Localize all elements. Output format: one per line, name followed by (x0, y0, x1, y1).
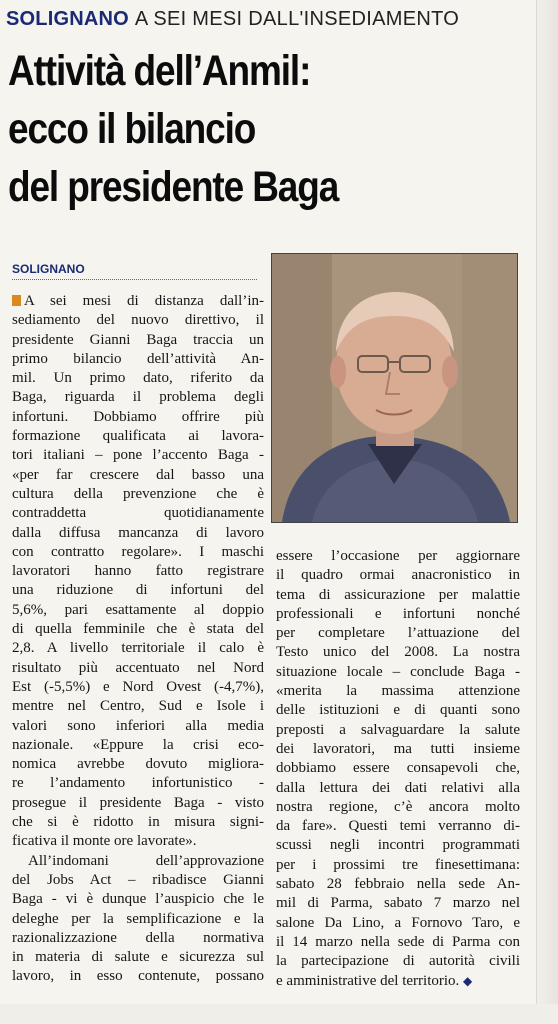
body-line: nomica avrebbe dovuto migliora- (12, 756, 264, 773)
end-of-article-icon: ◆ (463, 973, 473, 988)
body-line: «merita la massima attenzione (276, 683, 520, 700)
body-line: da fare». Questi temi verranno di- (276, 818, 520, 835)
body-line: deleghe per la semplificazione e la (12, 910, 264, 927)
body-line: nostra regione, c’è ancora molto (276, 798, 520, 815)
body-line: Baga - vi è dunque l’auspicio che le (12, 891, 264, 908)
body-line: del Jobs Act – ribadisce Gianni (12, 871, 264, 888)
body-column-right (276, 547, 520, 991)
body-line: in materia di salute e sicurezza sul (12, 949, 264, 966)
body-line: razionalizzazione della normativa (12, 929, 264, 946)
page-edge-bottom (0, 1004, 558, 1024)
headline-line-2: ecco il bilancio (8, 105, 256, 153)
body-line: il 14 marzo nella sede di Parma con (276, 933, 520, 950)
body-line-text: e amministrative del territorio. (276, 972, 460, 989)
section-rule (12, 279, 257, 280)
body-line: Est (-5,5%) e Nord Ovest (-4,7%), (12, 678, 264, 695)
body-line: essere l’occasione per aggiornare (276, 548, 520, 564)
body-line: mil. Un primo dato, riferito da (12, 370, 264, 387)
headline-line-3: del presidente Baga (8, 163, 339, 211)
body-line: ficativa il monte ore lavorate». (12, 833, 197, 850)
body-line: delle istituzioni e di quanti sono (276, 702, 520, 719)
body-line: All’indomani dell’approvazione (28, 852, 264, 869)
body-line: primo bilancio dell’attività An- (12, 350, 264, 367)
body-line (276, 972, 520, 991)
portrait-icon (272, 254, 517, 522)
body-column-left (12, 292, 264, 987)
body-line: tema di assicurazione per malattie (276, 586, 520, 603)
body-line: nazionale. «Eppure la crisi eco- (12, 736, 264, 753)
body-line: contraddetta quotidianamente (12, 505, 264, 522)
body-line: Baga, riguarda il problema degli (12, 389, 264, 406)
body-line: di quella femminile che è stata del (12, 621, 264, 638)
body-line: mentre nel Centro, Sud e Isole i (12, 698, 264, 715)
paragraph-marker-icon (12, 295, 21, 306)
body-line: dalla diffusa mancanza di lavoro (12, 524, 264, 541)
body-line: scussi negli incontri programmati (276, 837, 520, 854)
body-line: Testo unico del 2008. La nostra (276, 644, 520, 661)
kicker-place: SOLIGNANO (6, 8, 129, 30)
body-line: sediamento del nuovo direttivo, il (12, 312, 264, 329)
body-line: prosegue il presidente Baga - visto (12, 794, 264, 811)
body-line: per i prossimi tre finesettimana: (276, 856, 520, 873)
body-line: il quadro ormai anacronistico in (276, 567, 520, 584)
kicker-subtitle: A SEI MESI DALL'INSEDIAMENTO (134, 8, 460, 30)
section-label: SOLIGNANO (12, 262, 85, 276)
body-line (12, 292, 264, 311)
body-line: dalla lettura dei dati relativi alla (276, 779, 520, 796)
kicker (6, 6, 459, 32)
headline-line-1: Attività dell’Anmil: (8, 47, 311, 95)
body-line: 2,8. A livello territoriale il calo è (12, 640, 264, 657)
page-edge-right (536, 0, 558, 1024)
body-line: dei lavoratori, ma tutti insieme (276, 740, 520, 757)
body-line: professionali e infortuni nonché (276, 605, 520, 622)
body-line: una riduzione di infortuni del (12, 582, 264, 599)
body-line: preposti a salvaguardare la salute (276, 721, 520, 738)
body-line: formazione qualificata ai lavora- (12, 428, 264, 445)
body-line: dobbiamo essere consapevoli che, (276, 760, 520, 777)
body-line: lavoratori hanno fatto registrare (12, 563, 264, 580)
body-line: re l’andamento infortunistico - (12, 775, 264, 792)
body-line: 5,6%, pari esattamente al doppio (12, 601, 264, 618)
body-line: valori sono inferiori alla media (12, 717, 264, 734)
headline (8, 42, 462, 216)
body-line: che si è ridotto in misura signi- (12, 814, 264, 831)
portrait-photo (271, 253, 518, 523)
body-line: per completare l’attuazione del (276, 625, 520, 642)
body-line: situazione locale – conclude Baga - (276, 663, 520, 680)
body-line: mil di Parma, sabato 7 marzo nel (276, 895, 520, 912)
body-line: infortuni. Dobbiamo offrire più (12, 408, 264, 425)
body-line: lavoro, in esso contenute, possano (12, 968, 264, 985)
body-line: «per far crescere dal basso una (12, 466, 264, 483)
body-line: la partecipazione di autorità civili (276, 953, 520, 970)
body-line: risultato più accentuato nel Nord (12, 659, 264, 676)
body-line: sabato 28 febbraio nella sede An- (276, 876, 520, 893)
body-line: cultura della prevenzione che è (12, 485, 264, 502)
body-line-text: A sei mesi di distanza dall’in- (24, 293, 264, 309)
body-line: presidente Gianni Baga traccia un (12, 331, 264, 348)
body-line: con contratto regolare». I maschi (12, 543, 264, 560)
body-line: tori italiani – pone l’accento Baga - (12, 447, 264, 464)
body-line: salone Da Lino, a Fornovo Taro, e (276, 914, 520, 931)
